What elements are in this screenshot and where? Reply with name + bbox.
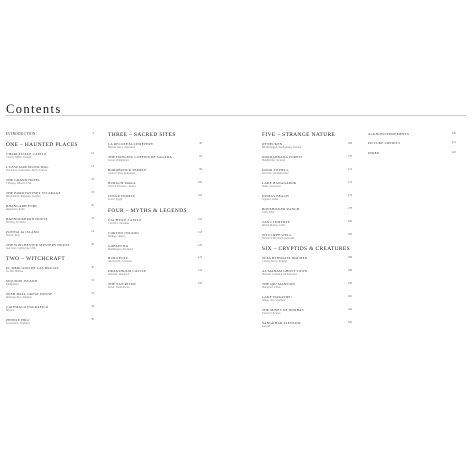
toc-entry[interactable] — [6, 243, 94, 251]
toc-entry[interactable] — [6, 266, 94, 274]
entry-page: 118 — [197, 230, 202, 234]
entry-name: EL MERCADO DE LAS BRUJAS — [6, 266, 59, 271]
entry-page: 32 — [91, 279, 94, 283]
entry-page: 24 — [91, 229, 94, 233]
section-heading: FOUR – MYTHS & LEGENDS — [108, 207, 187, 214]
toc-column-3 — [262, 132, 352, 334]
entry-name: LA RECOLETA CEMETERY — [108, 142, 154, 146]
toc-column-4 — [368, 132, 456, 160]
toc-entry[interactable] — [262, 256, 352, 264]
entry-location: Mexico — [6, 309, 15, 313]
entry-page: 14 — [91, 164, 94, 168]
toc-entry[interactable] — [262, 233, 352, 241]
entry-name: NORDAHRANA FOREST — [262, 154, 303, 159]
entry-name: WISH HALL GREAT HOUSE — [6, 292, 53, 297]
entry-name: SAN CLEMENTE — [262, 219, 291, 224]
section-heading: FIVE – STRANGE NATURE — [262, 132, 336, 138]
entry-location: Luxor, Egypt — [108, 197, 123, 201]
entry-page: 96 — [199, 167, 202, 171]
entry-page: 122 — [197, 256, 202, 260]
toc-section — [6, 256, 94, 326]
entry-location: Central Java, Indonesia — [108, 171, 135, 175]
toc-entry[interactable] — [6, 279, 94, 287]
toc-entry[interactable] — [6, 305, 94, 313]
entry-location: Bárðarbyggð, Norðurþing, Iceland — [262, 146, 302, 149]
entry-page: 16 — [91, 177, 94, 181]
entry-location: Zealand, Denmark — [108, 273, 129, 277]
entry-location: San Jose, California, USA — [6, 246, 36, 250]
toc-entry[interactable] — [108, 231, 202, 239]
entry-location: The Paris Catacombs, Paris, France — [6, 168, 48, 172]
toc-entry[interactable] — [368, 141, 456, 145]
entry-location: Haddington, Scotland — [108, 247, 133, 251]
entry-location: Otago, New Zealand — [262, 299, 286, 303]
entry-name: ØYNECKEN — [262, 142, 283, 146]
entry-page: 38 — [91, 318, 94, 322]
section-heading: TWO – WITCHCRAFT — [6, 256, 66, 263]
entry-location: Zalla, Venezuela — [262, 184, 281, 188]
entry-page: 92 — [199, 154, 202, 158]
toc-entry[interactable] — [262, 181, 352, 189]
entry-name: CHARLEVILLE CASTLE — [6, 152, 47, 156]
toc-entry[interactable] — [6, 217, 94, 225]
section-heading: SIX – CRYPTIDS & CREATURES — [262, 246, 350, 253]
entry-name: DUMAS BEACH — [262, 193, 289, 198]
toc-entry[interactable] — [6, 152, 94, 160]
entry-name: THE WINCHESTER MYSTERY HOUSE — [6, 242, 70, 247]
entry-name: POVEGLIA ISLAND — [6, 229, 40, 234]
entry-page: 34 — [91, 292, 94, 296]
entry-location: La Paz, Bolivia — [6, 270, 24, 274]
entry-location: Borgvattnet, Ragunda, Sweden — [6, 194, 41, 198]
entry-location: Northern Territory, Australia — [262, 236, 295, 240]
entry-page: 222 — [451, 150, 456, 154]
entry-location: Philippines — [6, 283, 19, 287]
toc-column-2 — [108, 132, 202, 295]
entry-name: THE HANGING COFFINS OF SAGADA — [108, 154, 173, 159]
entry-name: CORTIJO JURADO — [108, 230, 139, 235]
toc-backmatter — [368, 132, 456, 155]
toc-entry[interactable] — [108, 155, 202, 163]
entry-location: County Derry, Ireland — [262, 260, 287, 264]
toc-entry[interactable] — [262, 308, 352, 316]
toc-entry-introduction[interactable] — [6, 132, 94, 136]
toc-column-1 — [6, 132, 94, 331]
toc-entry[interactable] — [108, 194, 202, 202]
entry-name: THE QIU MANSION — [262, 282, 296, 287]
entry-name: ČACHTICE CASTLE — [108, 217, 142, 222]
entry-name: THE SAN RIVER — [108, 282, 136, 287]
title-divider — [6, 115, 466, 116]
entry-name: SLAGHTHWAITE DOLMEN — [262, 256, 308, 261]
toc-entry[interactable] — [262, 194, 352, 202]
entry-page: 174 — [347, 180, 352, 184]
entry-name: JUNGR TEMPLE — [108, 193, 136, 198]
toc-entry[interactable] — [6, 292, 94, 300]
entry-name: ACKNOWLEDGEMENTS — [368, 132, 410, 136]
toc-entry[interactable] — [262, 295, 352, 303]
toc-entry[interactable] — [262, 168, 352, 176]
page-title: Contents — [6, 102, 62, 117]
toc-section — [108, 208, 202, 291]
entry-page: 182 — [347, 232, 352, 236]
entry-name: THE BOROVATTNET VICARAGE — [6, 190, 61, 195]
toc-entry[interactable] — [6, 191, 94, 199]
entry-name: BHANGARH FORT — [6, 203, 38, 208]
toc-entry[interactable] — [108, 181, 202, 189]
toc-entry[interactable] — [262, 220, 352, 228]
entry-location: Kuwait — [262, 325, 271, 329]
toc-entry[interactable] — [368, 151, 456, 155]
toc-entry[interactable] — [108, 244, 202, 252]
toc-entry[interactable] — [368, 132, 456, 136]
entry-location: Montego Bay, Jamaica — [6, 296, 32, 300]
entry-page: 186 — [347, 256, 352, 260]
toc-entry[interactable] — [6, 165, 94, 173]
entry-location: Luzon, Philippines — [108, 158, 129, 162]
entry-location: Seoul, South Korea — [108, 286, 130, 290]
entry-name: DOOR TO HELL — [262, 167, 289, 172]
entry-page: 18 — [91, 190, 94, 194]
entry-page: 90 — [199, 142, 202, 145]
entry-name: BURGUN MAKA — [108, 180, 136, 185]
entry-location: Wierschem, Germany — [108, 260, 133, 264]
toc-entry[interactable] — [6, 230, 94, 238]
entry-location: Sharjah, United Arab Emirates — [262, 273, 297, 277]
entry-location: County Offaly, Ireland — [6, 156, 32, 159]
entry-name: THE GRAND HOTEL — [6, 177, 41, 182]
entry-page: 194 — [347, 308, 352, 312]
entry-page: 178 — [347, 206, 352, 210]
entry-page: 102 — [197, 193, 202, 197]
entry-page: 180 — [347, 219, 352, 223]
entry-page: 124 — [197, 269, 202, 273]
entry-name: L'OSSUAIRE MUNICIPAL — [6, 164, 49, 169]
entry-page: 196 — [347, 321, 352, 325]
toc-entry[interactable] — [262, 269, 352, 277]
entry-location: Lancashire, England — [6, 322, 30, 326]
toc-entry[interactable] — [108, 168, 202, 176]
toc-section — [108, 132, 202, 202]
toc-entry[interactable] — [108, 218, 202, 226]
entry-page: 170 — [347, 154, 352, 158]
entry-name: SANGKHAR PLENSUM — [262, 321, 301, 326]
entry-location: Maule Region, Chile — [262, 223, 286, 227]
entry-location: Eastern Ukraine — [262, 312, 281, 316]
toc-entry[interactable] — [108, 282, 202, 290]
entry-name: SIQUIJOR ISLAND — [6, 279, 38, 284]
entry-name: DRAGSHOLM CASTLE — [108, 269, 147, 274]
toc-entry[interactable] — [262, 207, 352, 215]
entry-name: CATEMACO FOGRAFICO — [6, 305, 49, 310]
toc-entry[interactable] — [108, 142, 202, 150]
entry-page: 116 — [197, 217, 202, 221]
toc-entry[interactable] — [108, 256, 202, 264]
toc-entry[interactable] — [6, 178, 94, 186]
entry-name: BONSHILKER RANCH — [262, 206, 300, 211]
entry-page: 220 — [451, 132, 456, 135]
entry-page: 12 — [91, 152, 94, 155]
entry-page: 190 — [347, 282, 352, 286]
entry-name: INTRODUCTION — [6, 132, 36, 136]
entry-location: Venice, Italy — [6, 233, 20, 237]
entry-name: LAKE WAKATIPU — [262, 295, 292, 300]
entry-location: Buenos Aires, Argentina — [108, 146, 136, 149]
entry-name: WYCLIFFE WELL — [262, 232, 292, 237]
entry-page: 20 — [91, 203, 94, 207]
section-heading: ONE – HAUNTED PLACES — [6, 142, 78, 148]
entry-page: 100 — [197, 180, 202, 184]
entry-page: 36 — [91, 305, 94, 309]
entry-page: 30 — [91, 266, 94, 270]
entry-name: INDEX — [368, 150, 380, 155]
entry-page: 126 — [197, 282, 202, 286]
entry-page: 168 — [347, 142, 352, 145]
entry-location: Hvalfjörður, Iceland — [262, 158, 285, 162]
toc-entry[interactable] — [6, 318, 94, 326]
toc-section — [262, 132, 352, 240]
entry-page: 9 — [92, 132, 94, 135]
entry-page: 221 — [451, 141, 456, 145]
entry-name: THE MINES OF DONBAS — [262, 308, 304, 313]
toc-entry[interactable] — [6, 204, 94, 212]
entry-location: Stirling, Scotland — [6, 220, 26, 224]
entry-location: Utah, USA — [262, 210, 275, 214]
entry-location: Derweze, Turkmenistan — [262, 171, 289, 175]
entry-page: 22 — [91, 216, 94, 220]
entry-name: LAKE HANAGABOR — [262, 180, 297, 185]
entry-name: BURG ELTZ — [108, 256, 129, 261]
entry-name: AL MADAM GHOST TOWN — [262, 269, 308, 274]
toc-entry[interactable] — [262, 321, 352, 329]
entry-location: Čachtice, Slovakia — [108, 221, 129, 225]
entry-name: PICTURE CREDITS — [368, 141, 401, 146]
toc-entry[interactable] — [108, 269, 202, 277]
entry-page: 192 — [347, 295, 352, 299]
toc-entry[interactable] — [262, 155, 352, 163]
entry-page: 188 — [347, 269, 352, 273]
toc-entry[interactable] — [262, 282, 352, 290]
entry-page: 172 — [347, 167, 352, 171]
entry-location: Gujarat, India — [262, 197, 279, 201]
entry-page: 120 — [197, 243, 202, 247]
entry-page: 26 — [91, 242, 94, 246]
entry-location: Shanghai, China — [262, 286, 281, 290]
entry-location: Tunceli Province, Turkey — [108, 184, 136, 188]
entry-name: BOROBUDUR TEMPLE — [108, 167, 147, 172]
entry-page: 176 — [347, 193, 352, 197]
entry-name: PENDLE HILL — [6, 318, 30, 323]
entry-name: GOBLIN HA — [108, 243, 129, 248]
entry-location: Málaga, Spain — [108, 234, 125, 238]
toc-entry[interactable] — [262, 142, 352, 150]
toc-section — [6, 142, 94, 250]
section-heading: THREE – SACRED SITES — [108, 132, 176, 138]
toc-section — [262, 246, 352, 329]
entry-location: Rajasthan, India — [6, 207, 25, 211]
entry-name: BANNOCKBURN HOUSE — [6, 216, 48, 221]
entry-location: Chicago, Illinois, USA — [6, 181, 32, 185]
